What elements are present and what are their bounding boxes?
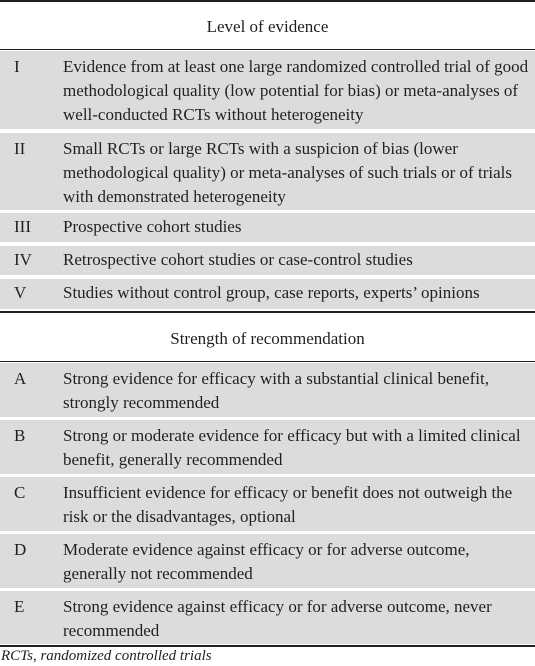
footnote: RCTs, randomized controlled trials: [1, 648, 212, 664]
recommendation-code: D: [14, 540, 27, 559]
recommendation-description: Strong evidence against efficacy or for adverse outcome, never recommended: [63, 597, 492, 640]
evidence-description: Studies without control group, case reports, experts’ opinions: [63, 283, 480, 302]
top-rule: [0, 0, 535, 2]
evidence-row-v: [0, 279, 535, 309]
evidence-code: III: [14, 217, 31, 236]
recommendation-code: B: [14, 426, 26, 445]
evidence-row-iii: [0, 213, 535, 242]
recommendation-header-rule: [0, 361, 535, 362]
evidence-code: V: [14, 283, 27, 302]
evidence-header: Level of evidence: [206, 17, 329, 36]
evidence-row-ii: [0, 133, 535, 210]
evidence-description: Prospective cohort studies: [63, 217, 242, 236]
recommendation-description: Strong evidence for efficacy with a substantial clinical benefit, strongly recommended: [63, 369, 489, 412]
evidence-code: IV: [14, 250, 32, 269]
evidence-code: II: [14, 139, 26, 158]
recommendation-code: A: [14, 369, 27, 388]
evidence-description: Small RCTs or large RCTs with a suspicion of bias (lower methodological quality) or meta-analyses of such trials or of trials with demonstrated heterogeneity: [63, 139, 512, 206]
evidence-row-i: [0, 51, 535, 129]
evidence-description: Retrospective cohort studies or case-control studies: [63, 250, 413, 269]
recommendation-header: Strength of recommendation: [170, 329, 365, 348]
recommendation-code: C: [14, 483, 26, 502]
recommendation-description: Strong or moderate evidence for efficacy but with a limited clinical benefit, generally recommended: [63, 426, 521, 469]
recommendation-row-e: [0, 591, 535, 644]
evidence-description: Evidence from at least one large randomized controlled trial of good methodological quality (low potential for bias) or meta-analyses of well-conducted RCTs without heterogeneity: [63, 57, 529, 124]
recommendation-row-a: [0, 363, 535, 417]
evidence-header-rule: [0, 49, 535, 50]
section-rule: [0, 311, 535, 313]
recommendation-row-d: [0, 534, 535, 588]
recommendation-code: E: [14, 597, 25, 616]
recommendation-row-c: [0, 477, 535, 531]
recommendation-description: Insufficient evidence for efficacy or benefit does not outweigh the risk or the disadvantages, optional: [63, 483, 513, 526]
evidence-row-iv: [0, 246, 535, 275]
recommendation-row-b: [0, 420, 535, 474]
recommendation-description: Moderate evidence against efficacy or for adverse outcome, generally not recommended: [63, 540, 470, 583]
evidence-code: I: [14, 57, 20, 76]
